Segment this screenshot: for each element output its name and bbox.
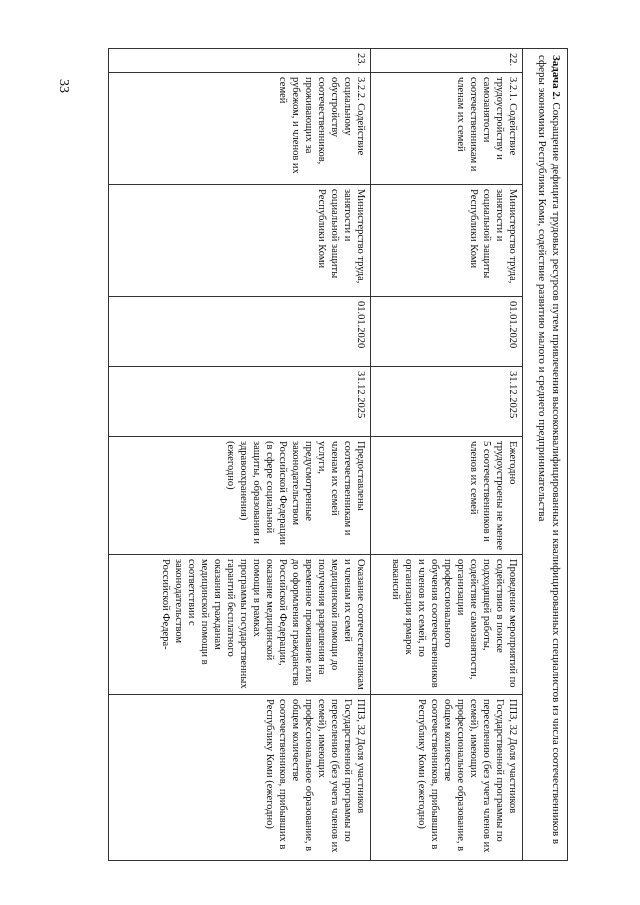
result-cell: Ежегодно трудоустроены не менее 5 соотечественников и членов их семей [371, 437, 523, 555]
task-cell [523, 49, 568, 861]
task-row [523, 49, 568, 861]
table-row [109, 49, 371, 861]
indicator-cell: ППЗ, 32 Доля участников Государственной программы по переселению (без учета членов их семей), имеющих профессиональное образование, в общем количестве соотечественников, прибывших в Республику Коми (ежегодно) [371, 695, 523, 861]
table-row [371, 49, 523, 861]
row-number: 22. [371, 49, 523, 73]
activities-cell: Проведение мероприятий по содействию в поиске подходящей работы, содействие самозанятости, организации профессионального обучения соотечественников и членов их семей, по организации ярмарок вакансий [371, 555, 523, 695]
result-cell: Предоставлены соотечественникам и членам их семей услуги, предусмотренные законодательством Российской Федерации (в сфере социальной защиты, образования и здравоохранения) (ежегодно) [109, 437, 371, 555]
measure-cell: 3.2.1. Содействие трудоустройству и самозанятости соотечественникам и членам их семей [371, 73, 523, 185]
task-text: Сокращение дефицита трудовых ресурсов путем привлечения высококвалифицированных и квалифицированных специалистов из числа соотечественников в сферы экономики Республики Коми, содействие развитию малого и среднего предпринимательства [536, 55, 562, 845]
indicator-cell: ППЗ, 32 Доля участников Государственной программы по переселению (без учета членов их семей), имеющих профессиональное образование, в общем количестве соотечественников, прибывших в Республику Коми (ежегодно) [109, 695, 371, 861]
end-date-cell: 31.12.2025 [371, 367, 523, 437]
start-date-cell: 01.01.2020 [371, 297, 523, 367]
measure-cell: 3.2.2. Содействие социальному обустройству соотечественников, проживающих за рубежом, и членов их семей [109, 73, 371, 185]
executor-cell: Министерство труда, занятости и социальной защиты Республики Коми [371, 185, 523, 297]
activities-cell: Оказание соотечественникам и членам их семей медицинской помощи до получения разрешения на временное проживание или до оформления гражданства Российской Федерации, оказание медицинской помощи в рамках программы государственных гарантий бесплатного оказания гражданам медицинской помощи в соответствии с законодательством Российской Федера- [109, 555, 371, 695]
executor-cell: Министерство труда, занятости и социальной защиты Республики Коми [109, 185, 371, 297]
end-date-cell: 31.12.2025 [109, 367, 371, 437]
page-number: 33 [56, 79, 71, 93]
rotated-table-container [83, 48, 568, 860]
measures-table [108, 48, 568, 861]
task-label: Задача 2. [550, 55, 562, 100]
row-number: 23. [109, 49, 371, 73]
start-date-cell: 01.01.2020 [109, 297, 371, 367]
